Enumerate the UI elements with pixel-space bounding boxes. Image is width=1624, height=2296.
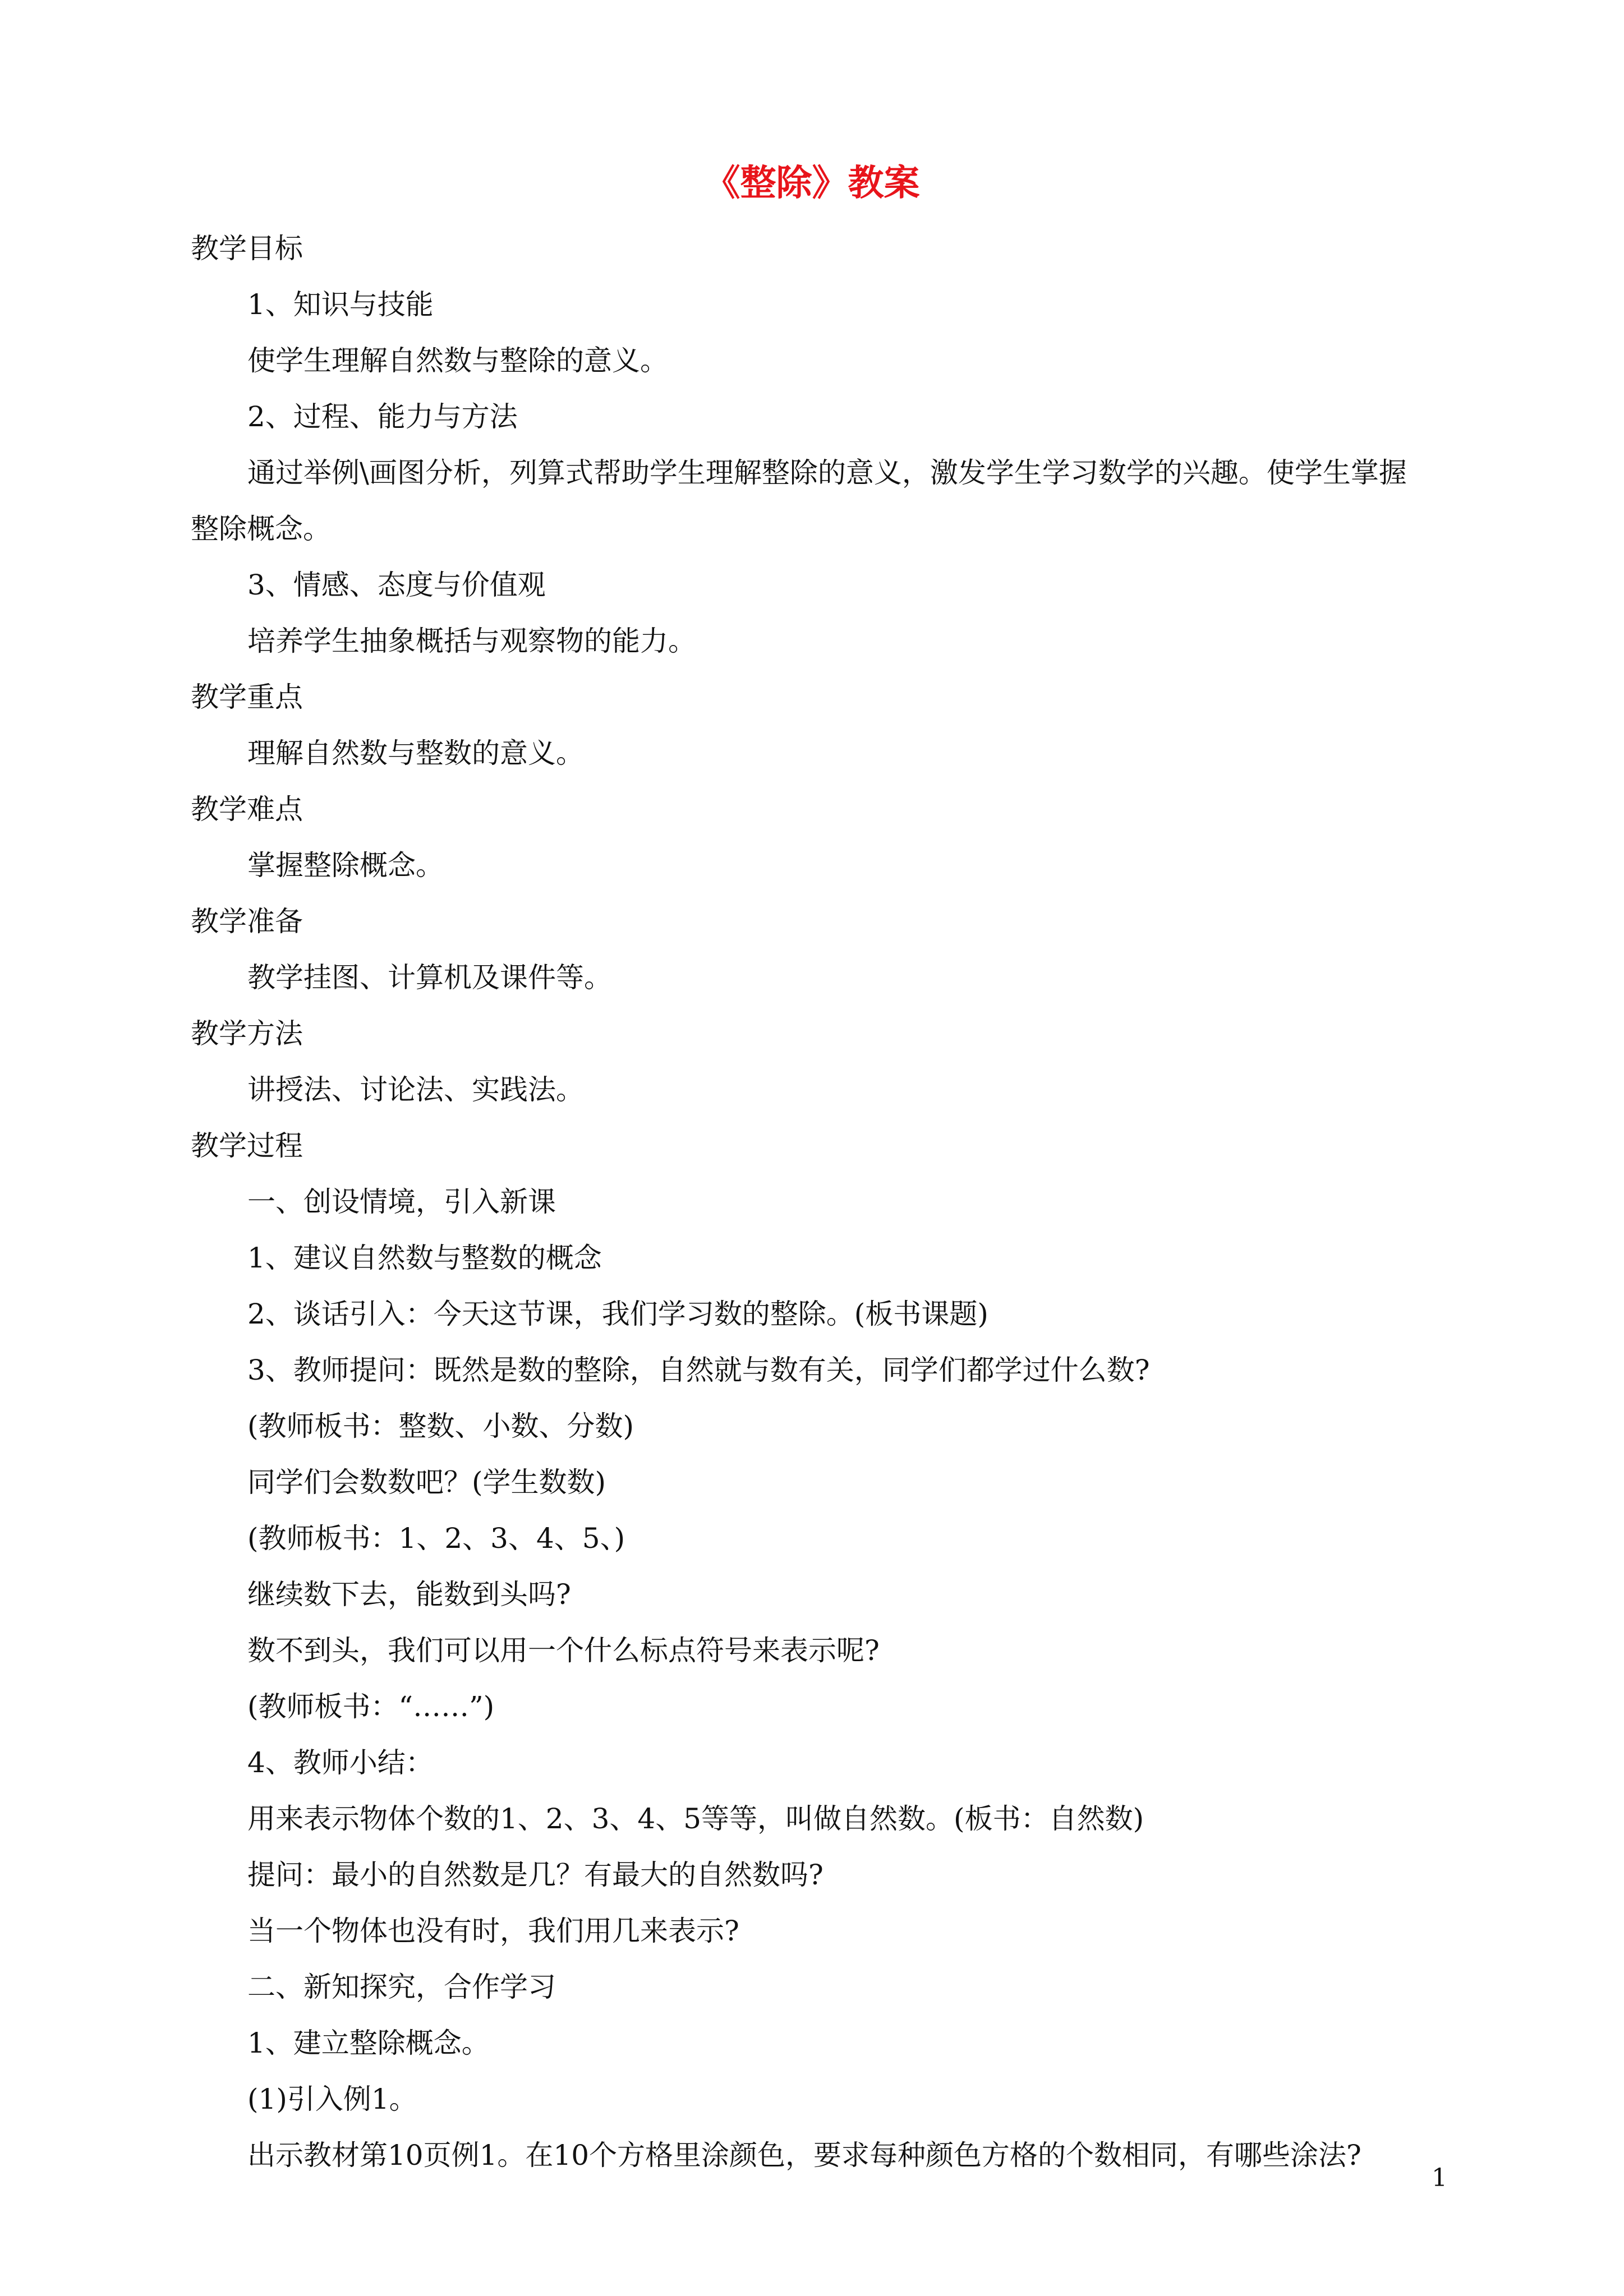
text-line: (教师板书：1、2、3、4、5、)	[247, 1522, 625, 1555]
section-heading-methods: 教学方法	[191, 1017, 303, 1050]
text-line: (教师板书：整数、小数、分数)	[247, 1410, 634, 1442]
text-line: 3、教师提问：既然是数的整除，自然就与数有关，同学们都学过什么数?	[247, 1354, 1150, 1386]
text-line: 一、创设情境，引入新课	[247, 1186, 556, 1218]
text-line: 掌握整除概念。	[247, 849, 444, 882]
text-line: 培养学生抽象概括与观察物的能力。	[247, 625, 696, 657]
text-line: 使学生理解自然数与整除的意义。	[247, 344, 668, 377]
text-line: 继续数下去，能数到头吗?	[247, 1578, 571, 1611]
text-line: 3、情感、态度与价值观	[247, 569, 546, 601]
section-heading-preparation: 教学准备	[191, 905, 303, 938]
text-line: 整除概念。	[191, 513, 331, 545]
text-line: 1、知识与技能	[247, 288, 434, 321]
text-line: 提问：最小的自然数是几？有最大的自然数吗?	[247, 1859, 823, 1891]
text-line: 用来表示物体个数的1、2、3、4、5等等，叫做自然数。(板书：自然数)	[247, 1802, 1144, 1835]
text-line: 教学挂图、计算机及课件等。	[247, 961, 612, 994]
text-line: 二、新知探究，合作学习	[247, 1971, 556, 2003]
section-heading-difficulties: 教学难点	[191, 793, 303, 826]
text-line: 数不到头，我们可以用一个什么标点符号来表示呢?	[247, 1634, 880, 1667]
text-line: 2、谈话引入：今天这节课，我们学习数的整除。(板书课题)	[247, 1298, 988, 1330]
page-title: 《整除》教案	[704, 162, 920, 204]
text-line: 同学们会数数吧？(学生数数)	[247, 1466, 606, 1499]
page-number: 1	[1432, 2164, 1447, 2192]
text-line: 理解自然数与整数的意义。	[247, 737, 584, 769]
section-heading-teaching-goals: 教学目标	[191, 232, 303, 265]
section-heading-key-points: 教学重点	[191, 681, 303, 713]
text-line: 通过举例\画图分析，列算式帮助学生理解整除的意义，激发学生学习数学的兴趣。使学生掌握	[247, 457, 1407, 489]
text-line: 当一个物体也没有时，我们用几来表示?	[247, 1915, 739, 1947]
text-line: (教师板书：“……”)	[247, 1690, 495, 1723]
text-line: 1、建立整除概念。	[247, 2027, 490, 2059]
text-line: 出示教材第10页例1。在10个方格里涂颜色，要求每种颜色方格的个数相同，有哪些涂法?	[247, 2139, 1361, 2171]
text-line: 2、过程、能力与方法	[247, 400, 518, 433]
section-heading-process: 教学过程	[191, 1129, 303, 1162]
text-line: 讲授法、讨论法、实践法。	[247, 1073, 584, 1106]
text-line: (1)引入例1。	[247, 2083, 417, 2115]
text-line: 4、教师小结：	[247, 1746, 434, 1779]
text-line: 1、建议自然数与整数的概念	[247, 1242, 602, 1274]
